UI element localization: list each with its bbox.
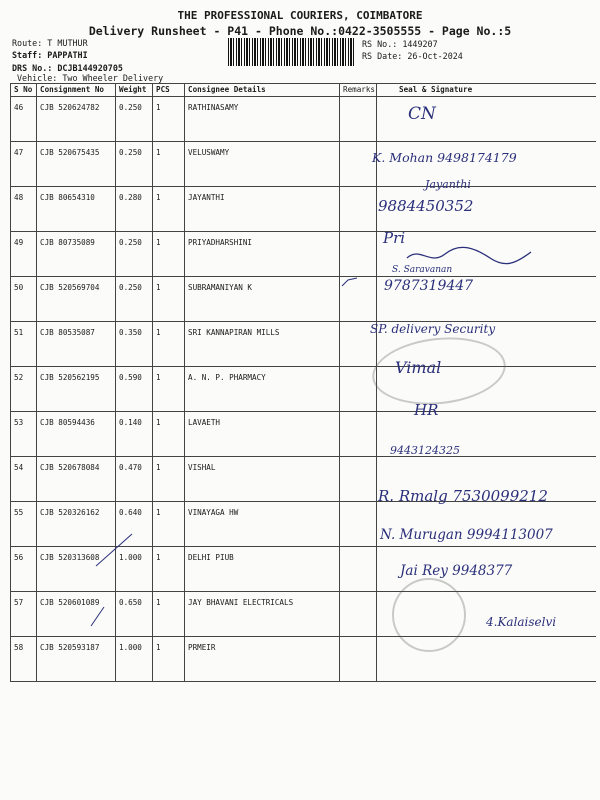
table-row [11, 322, 596, 367]
table-row [11, 187, 596, 232]
vehicle-label: Vehicle: Two Wheeler Delivery [17, 73, 164, 83]
consignment-cell: CJB 520601089 [37, 592, 116, 637]
signature-vinayaga: R. Rmalg 7530099212 [378, 487, 548, 505]
sno-cell: 48 [11, 187, 37, 232]
table-header-row [11, 84, 596, 97]
sno-cell: 52 [11, 367, 37, 412]
signature-subramaniyan: S. Saravanan [392, 265, 453, 275]
consignment-cell: CJB 80535087 [37, 322, 116, 367]
remarks-cell [340, 232, 377, 277]
sno-cell: 51 [11, 322, 37, 367]
consignee-cell: VINAYAGA HW [185, 502, 340, 547]
remarks-cell [340, 502, 377, 547]
pcs-cell: 1 [153, 502, 185, 547]
sno-cell: 55 [11, 502, 37, 547]
sno-cell: 53 [11, 412, 37, 457]
weight-cell: 0.250 [116, 142, 153, 187]
pcs-cell: 1 [153, 322, 185, 367]
consignee-cell: SRI KANNAPIRAN MILLS [185, 322, 340, 367]
col-consignment: Consignment No [37, 84, 116, 97]
drs-number: DRS No.: DCJB144920705 [12, 63, 123, 73]
staff-label: Staff: PAPPATHI [12, 50, 88, 60]
col-signature: Seal & Signature [377, 84, 596, 97]
runsheet-table [10, 83, 596, 682]
col-remarks: Remarks [340, 84, 377, 97]
pcs-cell: 1 [153, 412, 185, 457]
pcs-cell: 1 [153, 592, 185, 637]
signature-kannapiran: SP. delivery Security [370, 322, 496, 336]
consignee-cell: LAVAETH [185, 412, 340, 457]
remarks-cell [340, 592, 377, 637]
consignment-cell: CJB 80594436 [37, 412, 116, 457]
consignee-cell: RATHINASAMY [185, 97, 340, 142]
consignment-cell: CJB 80735089 [37, 232, 116, 277]
table-row [11, 97, 596, 142]
remarks-cell [340, 637, 377, 682]
sno-cell: 56 [11, 547, 37, 592]
rs-date: RS Date: 26-Oct-2024 [362, 51, 463, 61]
weight-cell: 0.250 [116, 232, 153, 277]
consignee-cell: VELUSWAMY [185, 142, 340, 187]
consignment-cell: CJB 520313608 [37, 547, 116, 592]
sno-cell: 57 [11, 592, 37, 637]
runsheet-title: Delivery Runsheet - P41 - Phone No.:0422-3505555 - Page No.:5 [88, 24, 512, 38]
pcs-cell: 1 [153, 457, 185, 502]
barcode [228, 38, 354, 66]
pen-stroke [92, 530, 136, 570]
signature-delhi-piub: N. Murugan 9994113007 [380, 527, 553, 543]
consignment-cell: CJB 520326162 [37, 502, 116, 547]
pcs-cell: 1 [153, 547, 185, 592]
consignee-cell: SUBRAMANIYAN K [185, 277, 340, 322]
consignment-cell: CJB 520678084 [37, 457, 116, 502]
consignee-cell: JAY BHAVANI ELECTRICALS [185, 592, 340, 637]
weight-cell: 0.640 [116, 502, 153, 547]
remarks-cell [340, 187, 377, 232]
signature-priyadharshini: Pri [383, 229, 406, 247]
consignment-cell: CJB 520675435 [37, 142, 116, 187]
consignee-cell: PRIYADHARSHINI [185, 232, 340, 277]
pcs-cell: 1 [153, 142, 185, 187]
signature-lavaeth: HR [414, 401, 439, 419]
consignment-cell: CJB 520562195 [37, 367, 116, 412]
signature-pharmacy: Vimal [395, 358, 442, 377]
phone-jayanthi: 9884450352 [378, 197, 474, 215]
table-row [11, 367, 596, 412]
pen-stroke [88, 604, 108, 630]
consignment-cell: CJB 80654310 [37, 187, 116, 232]
route-label: Route: T MUTHUR [12, 38, 88, 48]
signature-jay-bhavani: Jai Rey 9948377 [400, 563, 513, 579]
consignee-cell: A. N. P. PHARMACY [185, 367, 340, 412]
pcs-cell: 1 [153, 232, 185, 277]
remarks-cell [340, 457, 377, 502]
remarks-cell [340, 367, 377, 412]
consignee-cell: JAYANTHI [185, 187, 340, 232]
sno-cell: 58 [11, 637, 37, 682]
col-sno: S No [11, 84, 37, 97]
pcs-cell: 1 [153, 637, 185, 682]
signature-veluswamy: K. Mohan 9498174179 [372, 150, 517, 165]
sno-cell: 46 [11, 97, 37, 142]
weight-cell: 0.250 [116, 277, 153, 322]
weight-cell: 0.650 [116, 592, 153, 637]
pcs-cell: 1 [153, 97, 185, 142]
sno-cell: 50 [11, 277, 37, 322]
weight-cell: 0.470 [116, 457, 153, 502]
remarks-cell [340, 142, 377, 187]
company-title: THE PROFESSIONAL COURIERS, COIMBATORE [177, 9, 423, 22]
weight-cell: 0.590 [116, 367, 153, 412]
weight-cell: 1.000 [116, 637, 153, 682]
rs-number: RS No.: 1449207 [362, 39, 438, 49]
tick-mark [340, 276, 360, 290]
weight-cell: 0.250 [116, 97, 153, 142]
table-row [11, 277, 596, 322]
sno-cell: 49 [11, 232, 37, 277]
table-row [11, 637, 596, 682]
weight-cell: 0.140 [116, 412, 153, 457]
consignee-cell: VISHAL [185, 457, 340, 502]
sno-cell: 54 [11, 457, 37, 502]
consignee-cell: PRMEIR [185, 637, 340, 682]
signature-vishal: 9443124325 [390, 444, 460, 457]
remarks-cell [340, 412, 377, 457]
remarks-cell [340, 547, 377, 592]
signature-prmeir: 4.Kalaiselvi [486, 615, 557, 629]
consignee-cell: DELHI PIUB [185, 547, 340, 592]
consignment-cell: CJB 520593187 [37, 637, 116, 682]
remarks-cell [340, 97, 377, 142]
col-consignee: Consignee Details [185, 84, 340, 97]
consignment-cell: CJB 520624782 [37, 97, 116, 142]
col-weight: Weight [116, 84, 153, 97]
pcs-cell: 1 [153, 367, 185, 412]
signature-jayanthi: Jayanthi [425, 178, 471, 191]
col-pcs: PCS [153, 84, 185, 97]
consignment-cell: CJB 520569704 [37, 277, 116, 322]
pcs-cell: 1 [153, 187, 185, 232]
weight-cell: 0.350 [116, 322, 153, 367]
table-row [11, 412, 596, 457]
pcs-cell: 1 [153, 277, 185, 322]
round-stamp [392, 578, 466, 652]
weight-cell: 0.280 [116, 187, 153, 232]
sno-cell: 47 [11, 142, 37, 187]
weight-cell: 1.000 [116, 547, 153, 592]
phone-subramaniyan: 9787319447 [384, 278, 474, 294]
signature-rathinasamy: CN [408, 104, 436, 124]
